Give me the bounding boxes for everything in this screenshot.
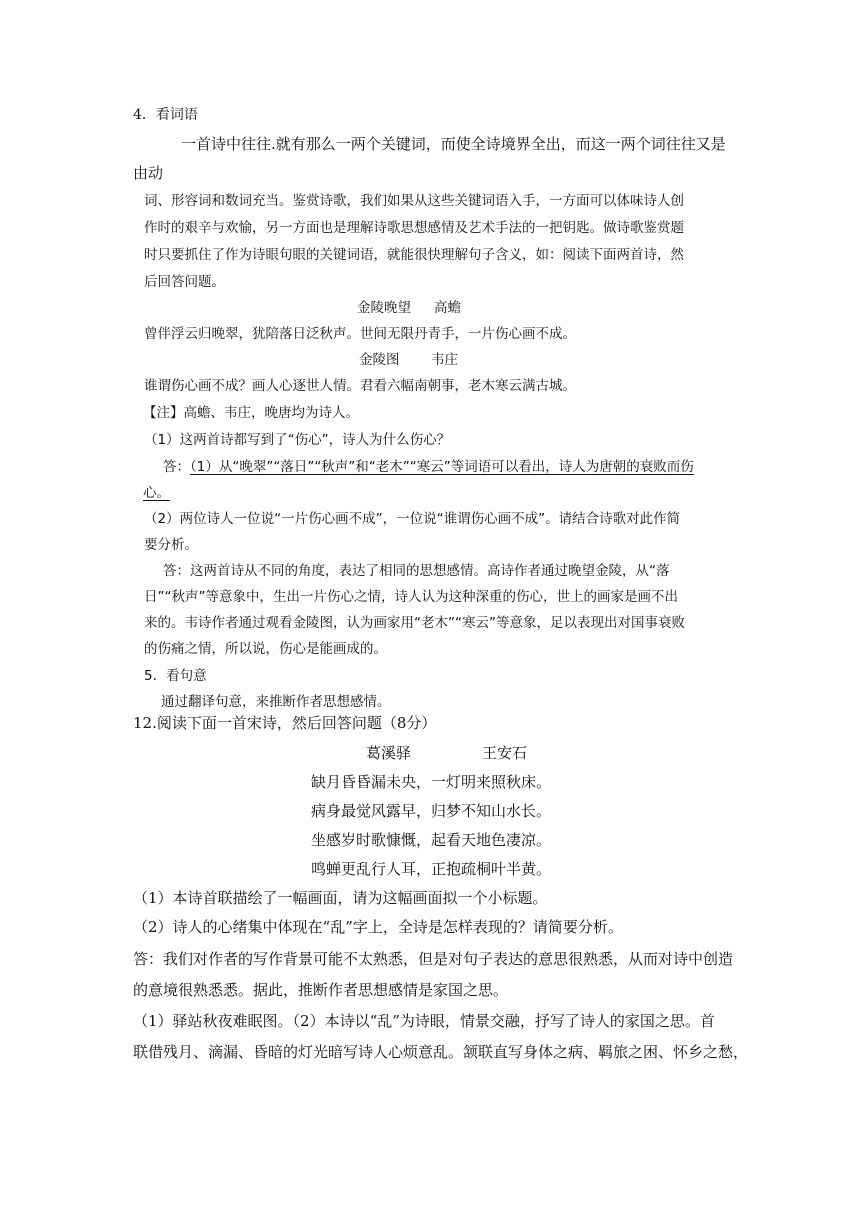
section4-body-line: 后回答问题。 <box>144 274 225 290</box>
section5-heading: 5．看句意 <box>144 668 207 684</box>
poem1-title: 金陵晚望 <box>357 300 411 316</box>
section4-intro-line1: 一首诗中往往.就有那么一两个关键词，而使全诗境界全出，而这一两个词往往又是 <box>181 135 726 153</box>
poem2-author: 韦庄 <box>431 352 458 368</box>
question-12-sub1: （1）本诗首联描绘了一幅画面，请为这幅画面拟一个小标题。 <box>133 889 548 907</box>
section4-body-line: 词、形容词和数词充当。鉴赏诗歌，我们如果从这些关键词语入手，一方面可以体味诗人创 <box>144 193 684 209</box>
section5-text: 通过翻译句意，来推断作者思想感情。 <box>161 694 391 710</box>
poem1-text: 曾伴浮云归晚翠，犹陪落日泛秋声。世间无限丹青手，一片伤心画不成。 <box>144 326 576 342</box>
answer-2-line: 答：这两首诗从不同的角度，表达了相同的思想感情。高诗作者通过晚望金陵，从“落 <box>163 563 670 579</box>
answer-1-line1 <box>163 461 694 475</box>
poem3-line: 鸣蝉更乱行人耳，正抱疏桐叶半黄。 <box>311 860 552 878</box>
section4-body-line: 作时的艰辛与欢愉，另一方面也是理解诗歌思想感情及艺术手法的一把钥匙。做诗歌鉴赏题 <box>144 220 684 236</box>
question-12-answer-line: （1）驿站秋夜难眠图。（2）本诗以“乱”为诗眼，情景交融，抒写了诗人的家国之思。首 <box>133 1012 715 1030</box>
question-12-sub2: （2）诗人的心绪集中体现在“乱”字上，全诗是怎样表现的？请简要分析。 <box>133 918 623 936</box>
question-2-line1: （2）两位诗人一位说“一片伤心画不成”，一位说“谁谓伤心画不成”。请结合诗歌对此作简 <box>144 511 681 527</box>
section4-body-line: 时只要抓住了作为诗眼句眼的关键词语，就能很快理解句子含义，如：阅读下面两首诗，然 <box>144 247 684 263</box>
note: 【注】高蟾、韦庄，晚唐均为诗人。 <box>143 405 359 421</box>
question-12-prompt: 12.阅读下面一首宋诗，然后回答问题（8分） <box>133 714 437 732</box>
question-2-line2: 要分析。 <box>144 537 198 553</box>
question-12-answer-line: 的意境很熟悉悉。据此，推断作者思想感情是家国之思。 <box>133 981 509 999</box>
question-12-answer-line: 答：我们对作者的写作背景可能不太熟悉，但是对句子表达的意思很熟悉，从而对诗中创造 <box>133 950 734 968</box>
section4-intro-line2: 由动 <box>133 164 164 182</box>
poem3-line: 病身最觉风露早，归梦不知山水长。 <box>311 802 552 820</box>
poem3-line: 坐感岁时歌慷慨，起看天地色凄凉。 <box>311 831 552 849</box>
poem3-title: 葛溪驿 <box>366 744 412 762</box>
poem2-title: 金陵图 <box>359 352 400 368</box>
answer-2-line: 的伤痛之情，所以说，伤心是能画成的。 <box>144 641 387 657</box>
answer-1-text: （1）从“晚翠”“落日”“秋声”和“老木”“寒云”等词语可以看出，诗人为唐朝的衰败而伤 <box>190 459 694 475</box>
answer-2-line: 日”“秋声”等意象中，生出一片伤心之情，诗人认为这种深重的伤心，世上的画家是画不出 <box>144 589 678 605</box>
question-12-answer-line: 联借残月、滴漏、昏暗的灯光暗写诗人心烦意乱。颔联直写身体之病、羁旅之困、怀乡之愁， <box>133 1043 749 1061</box>
poem3-line: 缺月昏昏漏未央，一灯明来照秋床。 <box>311 773 552 791</box>
poem3-author: 王安石 <box>482 744 528 762</box>
answer-1-line2: 心。 <box>143 485 170 501</box>
section4-heading: 4．看词语 <box>133 107 198 123</box>
question-1: （1）这两首诗都写到了“伤心”，诗人为什么伤心？ <box>144 432 451 448</box>
answer-2-line: 来的。韦诗作者通过观看金陵图，认为画家用“老木”“寒云”等意象，足以表现出对国事衰败 <box>144 615 685 631</box>
answer-1-prefix: 答： <box>163 459 190 475</box>
poem1-author: 高蟾 <box>434 300 461 316</box>
poem2-text: 谁谓伤心画不成？画人心逐世人情。君看六幅南朝事，老木寒云满古城。 <box>144 378 576 394</box>
